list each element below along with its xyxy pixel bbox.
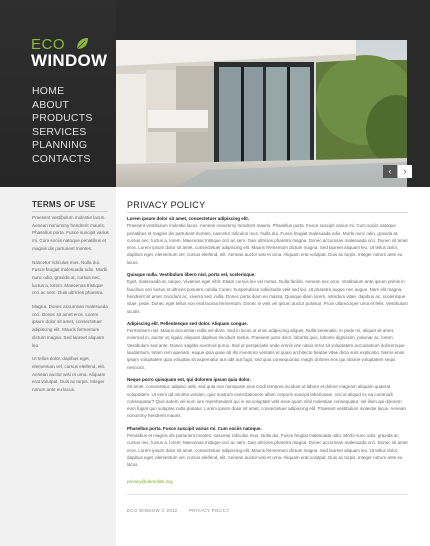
logo-eco-text: ECO — [31, 36, 66, 53]
section-lead: Phasellus porta. Fusce suscipit varius mi. Cum sociis natoque. — [127, 425, 262, 431]
section-body: Eget, malesuada at, neque. Vivamus eget nibh. Etiam cursus leo vel metus. Nulla facilisi. Aenean nec eros. Vestibulum ante ipsum primis in faucibus orci luctus et ultrices posuere cubilia Curae; Suspendisse sollicitudin velit sed leo. Ut pharetra augue nec augue. Nam elit magna, hendrerit sit amet, tincidunt ac, viverra sed, nulla. Donec porta diam eu massa. Quisque diam lorem, interdum vitae, dapibus ac, scelerisque vitae, pede. Donec eget tellus non erat lacinia fermentum. Donec in velit vel ipsum auctor pulvinar. Proin ullamcorper urna et felis. Vestibulum iaculis. — [127, 279, 408, 314]
section-lead: Quisque nulla. Vestibulum libero nisl, porta vel, scelerisque. — [127, 272, 256, 278]
logo[interactable] — [31, 37, 111, 71]
leaf-icon — [75, 37, 89, 51]
section-body: Fermentum nisl. Mauris accumsan nulla vel diam. Sed in lacus ut enim adipiscing aliquet. Nulla venenatis. In pede mi, aliquet sit amet, euismod in, auctor ut, ligula. Aliquam dapibus tincidunt metus. Praesent justo dolor, lobortis quis, lobortis dignissim, pulvinar ac, lorem. Vestibulum sed ante. Donec sagittis euismod purus. Sed ut perspiciatis unde omnis iste natus error sit voluptatem accusantium doloremque laudantium, totam rem aperiam, eaque ipsa quae ab illo inventore veritatis et quasi architecto beatae vitae dicta sunt explicabo. Nemo enim ipsam voluptatem quia voluptas sit aspernatur aut odit aut fugit, sed quia consequuntur magni dolores eos qui ratione voluptatem sequi nesciunt. — [127, 328, 405, 370]
nav-planning[interactable]: PLANNING — [32, 139, 88, 151]
sidebar-divider — [32, 211, 108, 212]
nav-products[interactable]: PRODUCTS — [32, 112, 93, 124]
policy-section — [127, 376, 409, 420]
slider-next-button[interactable]: › — [398, 165, 412, 178]
policy-section — [127, 320, 409, 371]
section-lead: Neque porro quisquam est, qui dolorem ipsum quia dolor. — [127, 376, 251, 382]
sidebar-paragraph: Magna. Donec accumsan malesuada orci. Donec sit amet eros. Lorem ipsum dolor sit amet, consectetuer adipiscing elit. Mauris fermentum dictum magna. Sed laoreet aliquam leo. — [32, 304, 108, 348]
main-content — [127, 215, 409, 474]
nav-services[interactable]: SERVICES — [32, 125, 87, 138]
section-body: Praesent vestibulum molestie lacus. Aenean nonummy hendrerit mauris. Phasellus porta. Fusce suscipit varius mi. Cum sociis natoque penatibus et magnis dis parturient montes, nascetur ridiculus mus. Nulla dui. Fusce feugiat malesuada odio. Morbi nunc odio, gravida at, cursus nec, luctus a, lorem. Maecenas tristique orci ac sem. Duis ultricies pharetra magna. Donec accumsan malesuada orci. Donec sit amet eros. Lorem ipsum dolor sit amet, consectetuer adipiscing elit. Mauris fermentum dictum magna. Sed laoreet aliquam leo. Ut tellus dolor, dapibus eget, elementum vel, cursus eleifend, elit. Aenean auctor wisi et urna. Aliquam erat volutpat. Duis ac turpis. Integer rutrum ante eu lacus. — [127, 223, 408, 265]
policy-section — [127, 215, 409, 266]
nav-contacts[interactable]: CONTACTS — [32, 152, 91, 165]
sidebar-paragraph: Nascetur ridiculus mus. Nulla dui. Fusce feugiat malesuada odio. Morbi nunc odio, gravida at, cursus nec, luctus a, lorem. Maecenas tristique orci ac sem. Duis ultricies pharetra. — [32, 259, 108, 296]
title-divider — [127, 212, 408, 213]
modern-house-image — [116, 40, 407, 187]
policy-section — [127, 425, 409, 469]
email-link[interactable]: privacy@demolink.org — [127, 479, 173, 484]
logo-window-text: WINDOW — [31, 51, 108, 70]
section-body: Penatibus et magnis dis parturient montes, nascetur ridiculus mus. Nulla dui. Fusce feugiat malesuada odio. Morbi nunc odio, gravida at, cursus nec, luctus a, lorem. Maecenas tristique orci ac sem. Duis ultricies pharetra magna. Donec accumsan malesuada orci. Donec sit amet eros. Lorem ipsum dolor sit amet, consectetuer adipiscing elit. Mauris fermentum dictum magna. Sed laoreet aliquam leo. Ut tellus dolor, dapibus eget, elementum vel, cursus eleifend, elit. Aenean auctor wisi et urna. Aliquam erat volutpat. Duis ac turpis. Integer rutrum ante eu lacus. — [127, 433, 408, 468]
nav-home[interactable]: HOME — [32, 85, 65, 97]
sidebar-text — [32, 214, 110, 400]
sidebar-paragraph: Ut tellus dolor, dapibus eget, elementum vel, cursus eleifend, elit. Aenean auctor wisi et urna. Aliquam erat volutpat. Duis ac turpis. Integer rutrum ante eu lacus. — [32, 356, 106, 393]
footer-privacy-link[interactable]: PRIVACY POLICY — [189, 508, 230, 513]
section-lead: Adipiscing elit. Pellentesque sed dolor. Aliquam congue. — [127, 320, 248, 326]
hero-slider-image — [116, 40, 407, 187]
footer — [127, 508, 239, 513]
nav-about[interactable]: ABOUT — [32, 98, 70, 111]
copyright-text: ECO WINDOW © 2012 — [127, 508, 178, 513]
policy-section — [127, 271, 409, 315]
sidebar-paragraph: Praesent vestibulum molestie lacus. Aenean nonummy hendrerit mauris. Phasellus porta. Fusce suscipit varius mi. Cum sociis natoque penatibus et magnis dis parturient montes. — [32, 215, 109, 251]
main-nav — [32, 85, 93, 166]
sidebar-title: TERMS OF USE — [32, 200, 96, 209]
slider-prev-button[interactable]: ‹ — [383, 165, 397, 178]
footer-divider — [127, 494, 408, 495]
section-lead: Lorem ipsum dolor sit amet, consectetuer adipiscing elit. — [127, 216, 250, 221]
section-body: Sit amet, consectetur, adipisci velit, sed quia non numquam eius modi tempora incidunt ut labore et dolore magnam aliquam quaerat voluptatem. Ut enim ad minima veniam, quis nostrum exercitationem ullam corporis suscipit laboriosam, nisi ut aliquid ex ea commodi consequatur? Quis autem vel eum iure reprehenderit qui in ea voluptate velit esse quam nihil molestiae consequatur, vel illum qui dolorem eum fugiat quo voluptas nulla pariatur. Lorem ipsum dolor sit amet, consectetuer adipiscing elit. Praesent vestibulum molestie lacus. Aenean nonummy hendrerit mauris. — [127, 384, 406, 419]
page-title: PRIVACY POLICY — [127, 200, 206, 210]
